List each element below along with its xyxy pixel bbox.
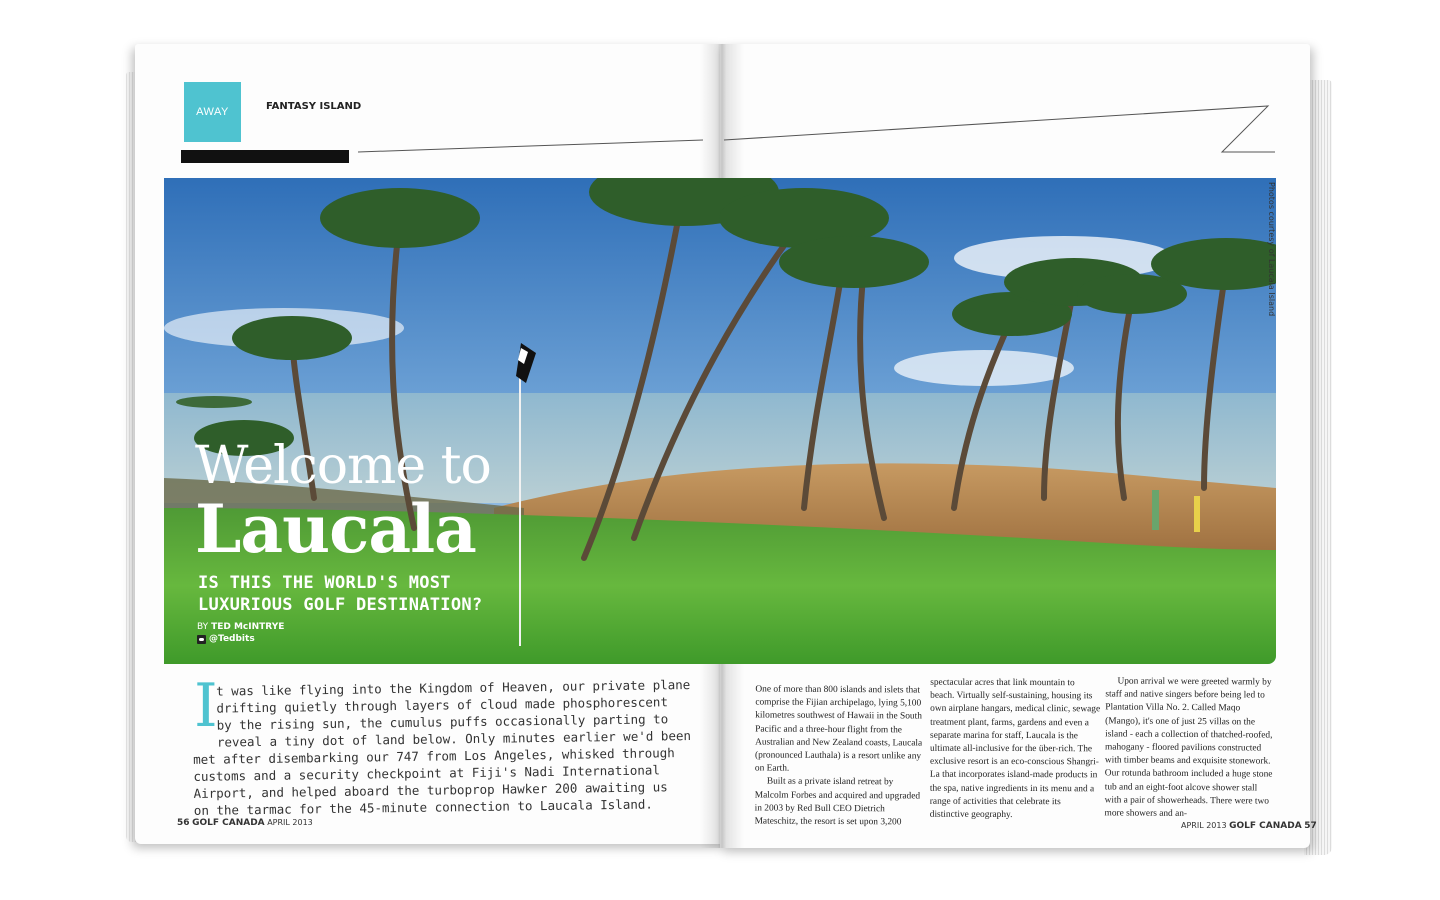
article-title-line2: Laucala [195,490,476,568]
body-paragraph: Upon arrival we were greeted warmly by staff and native singers before being led to Plantation Villa No. 2. Called Maqo (Mango), it's one of just 25 villas on the island - each a collection of thatched-roofed, mahogany - floored pavilions constructed with timber beams and exquisite stonework. Our rotunda bathroom included a huge stone tub and an eight-foot alcove shower stall with a pair of showerheads. There were two more showers and an- [1104,676,1273,820]
section-label: FANTASY ISLAND [266,101,362,112]
lede-line: customs and a security checkpoint at Fiji's Nadi International [193,762,661,784]
twitter-handle [197,634,255,644]
lede-line: Airport, and helped aboard the turboprop Hawker 200 awaiting us [193,779,668,801]
left-page-number: 56 [177,818,190,828]
left-issue-date: APRIL 2013 [267,818,313,827]
right-page-number: 57 [1304,821,1317,831]
lede-line: met after disembarking our 747 from Los Angeles, whisked through [193,745,675,767]
header-rule [0,0,1440,200]
lede-line: t was like flying into the Kingdom of Heaven, our private plane [216,676,691,699]
lede-line: reveal a tiny dot of land below. Only minutes earlier we'd been [216,727,692,750]
author-name: TED McINTRYE [211,622,285,632]
section-tab: AWAY [184,82,241,142]
byline-prefix: BY [197,622,209,632]
folio-right [1181,821,1317,831]
body-column-1 [755,683,926,829]
twitter-handle-text: @Tedbits [209,634,255,644]
body-paragraph: Built as a private island retreat by Malcolm Forbes and acquired and upgraded in 2003 by Red Bull CEO Dietrich Mateschitz, the resort is set upon 3,200 [754,776,921,828]
article-subtitle: IS THIS THE WORLD'S MOST LUXURIOUS GOLF DESTINATION? [198,573,483,615]
twitter-icon [197,635,206,644]
article-title-line1: Welcome to [195,436,491,496]
body-column-3 [1104,675,1275,821]
body-column-2 [930,677,1101,823]
dropcap: I [194,671,218,741]
lede-line: drifting quietly through layers of cloud made phosphorescent [216,694,669,716]
lede-line: on the tarmac for the 45-minute connection to Laucala Island. [193,796,653,818]
lede-line: by the rising sun, the cumulus puffs occasionally parting to [216,711,669,733]
body-paragraph: spectacular acres that link mountain to beach. Virtually self-sustaining, housing its own airplane hangars, medical clinic, sewage treatment plant, farms, gardens and even a separate marina for staff, Laucala is the ultimate all-inclusive for the über-rich. The exclusive resort is an eco-conscious Shangri-La that incorporates island-made products in the spa, native ingredients in its menu and a range of activities that celebrate its distinctive geography. [929,677,1101,821]
right-issue-date: APRIL 2013 [1181,821,1227,830]
lede-paragraph [192,671,692,819]
left-magazine-name: GOLF CANADA [192,818,265,828]
photo-credit: Photos courtesy of Laucala Island [1267,182,1276,317]
right-magazine-name: GOLF CANADA [1229,821,1302,831]
byline [197,622,284,632]
folio-left [177,818,313,828]
body-paragraph: One of more than 800 islands and islets that comprise the Fijian archipelago, lying 5,100 kilometres southwest of Hawaii in the South Pacific and a three-hour flight from the Australian and New Zealand coasts, Laucala (pronounced Lauthala) is a resort unlike any on Earth. [754,684,923,774]
